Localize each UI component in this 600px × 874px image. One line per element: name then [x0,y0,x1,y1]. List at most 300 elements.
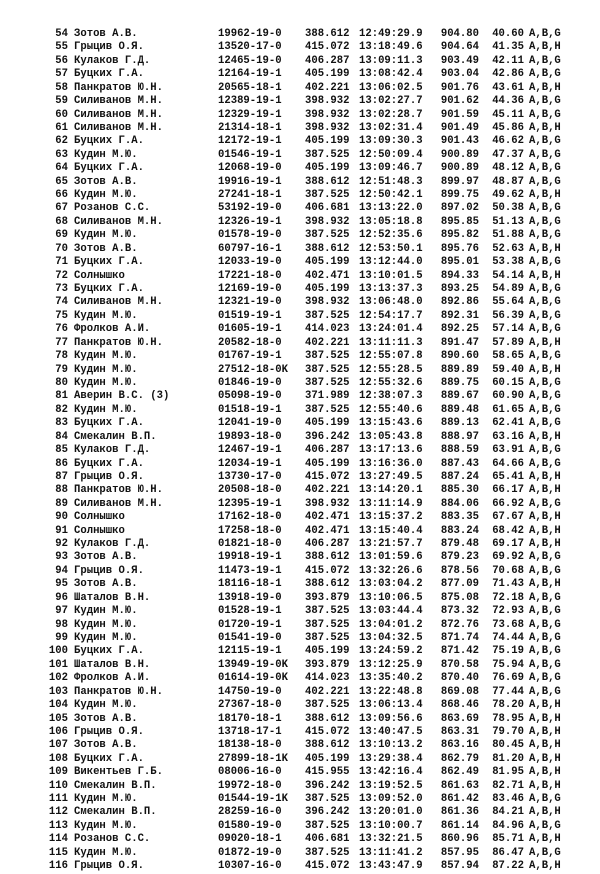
distance-km: 387.525 [305,793,350,806]
distance-km: 405.199 [305,417,350,430]
speed-value: 904.64 [440,41,479,54]
arrival-time: 13:16:36.0 [359,457,423,470]
rank-number: 91 [55,524,68,537]
table-row [0,739,600,752]
percent-value: 72.93 [492,605,524,618]
group-codes: A,B,G [529,846,561,859]
group-codes: A,B,H [529,484,561,497]
ring-code: 12041-19-0 [218,417,282,430]
table-row [0,229,600,242]
rank-number: 114 [48,833,68,846]
fancier-name: Кулаков Г.Д. [74,538,151,551]
rank-number: 109 [48,766,68,779]
arrival-time: 13:10:06.5 [359,591,423,604]
fancier-name: Зотов А.В. [74,551,138,564]
group-codes: A,B,H [529,524,561,537]
percent-value: 64.66 [492,457,524,470]
distance-km: 387.525 [305,229,350,242]
table-row [0,525,600,538]
rank-number: 76 [55,323,68,336]
group-codes: A,B,G [529,497,561,510]
rank-number: 103 [48,685,68,698]
speed-value: 871.74 [440,631,479,644]
group-codes: A,B,G [529,793,561,806]
ring-code: 13918-19-0 [218,591,282,604]
ring-code: 11473-19-1 [218,564,282,577]
speed-value: 888.59 [440,444,479,457]
distance-km: 405.199 [305,256,350,269]
group-codes: A,B,G [529,309,561,322]
rank-number: 56 [55,54,68,67]
ring-code: 01767-19-1 [218,350,282,363]
speed-value: 879.23 [440,551,479,564]
table-row [0,793,600,806]
rank-number: 97 [55,605,68,618]
table-row [0,820,600,833]
arrival-time: 13:17:13.6 [359,444,423,457]
ring-code: 27241-18-1 [218,189,282,202]
ring-code: 19972-18-0 [218,779,282,792]
fancier-name: Кулаков Г.Д. [74,54,151,67]
group-codes: A,B,H [529,363,561,376]
arrival-time: 13:06:02.5 [359,81,423,94]
distance-km: 388.612 [305,242,350,255]
fancier-name: Буцких Г.А. [74,162,144,175]
rank-number: 55 [55,41,68,54]
group-codes: A,B,G [529,672,561,685]
percent-value: 46.62 [492,135,524,148]
fancier-name: Буцких Г.А. [74,135,144,148]
ring-code: 12169-19-0 [218,283,282,296]
fancier-name: Зотов А.В. [74,28,138,40]
rank-number: 80 [55,376,68,389]
ring-code: 12389-19-1 [218,95,282,108]
percent-value: 43.61 [492,81,524,94]
ring-code: 12326-19-1 [218,215,282,228]
rank-number: 63 [55,148,68,161]
ring-code: 12467-19-1 [218,444,282,457]
speed-value: 862.49 [440,766,479,779]
fancier-name: Смекалин В.П. [74,430,157,443]
ring-code: 13520-17-0 [218,41,282,54]
ring-code: 19916-19-1 [218,175,282,188]
ring-code: 14750-19-0 [218,685,282,698]
rank-number: 74 [55,296,68,309]
group-codes: A,B,G [529,283,561,296]
rank-number: 111 [48,793,68,806]
percent-value: 83.46 [492,793,524,806]
fancier-name: Кудин М.Ю. [74,363,138,376]
group-codes: A,B,G [529,229,561,242]
speed-value: 899.97 [440,175,479,188]
speed-value: 895.76 [440,242,479,255]
rank-number: 65 [55,175,68,188]
arrival-time: 13:10:00.7 [359,819,423,832]
distance-km: 387.525 [305,403,350,416]
rank-number: 87 [55,470,68,483]
table-row [0,404,600,417]
fancier-name: Фролков А.И. [74,672,151,685]
fancier-name: Панкратов Ю.Н. [74,336,164,349]
fancier-name: Розанов С.С. [74,833,151,846]
percent-value: 44.36 [492,95,524,108]
arrival-time: 12:55:40.6 [359,403,423,416]
distance-km: 396.242 [305,779,350,792]
fancier-name: Кудин М.Ю. [74,819,138,832]
table-row [0,713,600,726]
ring-code: 20582-18-0 [218,336,282,349]
group-codes: A,B,G [529,28,561,40]
group-codes: A,B,G [529,457,561,470]
distance-km: 405.199 [305,283,350,296]
speed-value: 901.62 [440,95,479,108]
fancier-name: Кудин М.Ю. [74,148,138,161]
speed-value: 861.36 [440,806,479,819]
speed-value: 889.48 [440,403,479,416]
rank-number: 113 [48,819,68,832]
table-row [0,270,600,283]
group-codes: A,B,G [529,376,561,389]
arrival-time: 13:13:37.3 [359,283,423,296]
group-codes: A,B,H [529,269,561,282]
rank-number: 78 [55,350,68,363]
fancier-name: Кудин М.Ю. [74,229,138,242]
speed-value: 883.24 [440,524,479,537]
ring-code: 12164-19-1 [218,68,282,81]
table-row [0,296,600,309]
percent-value: 54.14 [492,269,524,282]
ring-code: 60797-16-1 [218,242,282,255]
table-row [0,243,600,256]
group-codes: A,B,G [529,444,561,457]
arrival-time: 13:12:25.9 [359,658,423,671]
fancier-name: Буцких Г.А. [74,417,144,430]
percent-value: 78.95 [492,712,524,725]
rank-number: 68 [55,215,68,228]
speed-value: 891.47 [440,336,479,349]
speed-value: 889.75 [440,376,479,389]
distance-km: 405.199 [305,68,350,81]
rank-number: 106 [48,725,68,738]
speed-value: 871.42 [440,645,479,658]
group-codes: A,B,G [529,551,561,564]
percent-value: 81.20 [492,752,524,765]
arrival-time: 13:24:01.4 [359,323,423,336]
ring-code: 18116-18-1 [218,578,282,591]
percent-value: 55.64 [492,296,524,309]
fancier-name: Кудин М.Ю. [74,793,138,806]
arrival-time: 13:04:32.5 [359,631,423,644]
ring-code: 01580-19-0 [218,819,282,832]
ring-code: 12033-19-0 [218,256,282,269]
fancier-name: Кудин М.Ю. [74,846,138,859]
table-row [0,122,600,135]
rank-number: 71 [55,256,68,269]
arrival-time: 13:03:04.2 [359,578,423,591]
percent-value: 84.21 [492,806,524,819]
distance-km: 402.471 [305,524,350,537]
arrival-time: 13:27:49.5 [359,470,423,483]
distance-km: 415.955 [305,766,350,779]
group-codes: A,B,H [529,81,561,94]
table-row [0,511,600,524]
percent-value: 63.16 [492,430,524,443]
arrival-time: 12:49:29.9 [359,28,423,40]
arrival-time: 13:20:01.0 [359,806,423,819]
percent-value: 74.44 [492,631,524,644]
table-row [0,484,600,497]
speed-value: 901.59 [440,108,479,121]
arrival-time: 13:05:18.8 [359,215,423,228]
percent-value: 69.92 [492,551,524,564]
speed-value: 879.48 [440,538,479,551]
distance-km: 406.287 [305,538,350,551]
group-codes: A,B,H [529,806,561,819]
rank-number: 108 [48,752,68,765]
group-codes: A,B,H [529,242,561,255]
group-codes: A,B,H [529,766,561,779]
arrival-time: 12:55:07.8 [359,350,423,363]
distance-km: 405.199 [305,135,350,148]
table-row [0,431,600,444]
speed-value: 893.25 [440,283,479,296]
table-row [0,95,600,108]
arrival-time: 13:29:38.4 [359,752,423,765]
ring-code: 13949-19-0K [218,658,288,671]
rank-number: 107 [48,739,68,752]
group-codes: A,B,G [529,605,561,618]
fancier-name: Силиванов М.Н. [74,108,164,121]
rank-number: 54 [55,28,68,40]
fancier-name: Кудин М.Ю. [74,350,138,363]
fancier-name: Аверин В.С. (3) [74,390,170,403]
fancier-name: Буцких Г.А. [74,283,144,296]
distance-km: 387.525 [305,819,350,832]
percent-value: 41.35 [492,41,524,54]
arrival-time: 13:13:22.0 [359,202,423,215]
arrival-time: 12:52:35.6 [359,229,423,242]
fancier-name: Панкратов Ю.Н. [74,685,164,698]
arrival-time: 13:09:46.7 [359,162,423,175]
speed-value: 862.79 [440,752,479,765]
percent-value: 68.42 [492,524,524,537]
arrival-time: 13:04:01.2 [359,618,423,631]
group-codes: A,B,H [529,860,561,873]
arrival-time: 13:32:21.5 [359,833,423,846]
rank-number: 61 [55,121,68,134]
arrival-time: 13:09:11.3 [359,54,423,67]
group-codes: A,B,G [529,564,561,577]
group-codes: A,B,G [529,175,561,188]
fancier-name: Зотов А.В. [74,712,138,725]
distance-km: 388.612 [305,551,350,564]
arrival-time: 12:53:50.1 [359,242,423,255]
rank-number: 102 [48,672,68,685]
percent-value: 73.68 [492,618,524,631]
arrival-time: 13:08:42.4 [359,68,423,81]
group-codes: A,B,H [529,699,561,712]
table-row [0,780,600,793]
table-row [0,390,600,403]
speed-value: 897.02 [440,202,479,215]
speed-value: 889.89 [440,363,479,376]
distance-km: 388.612 [305,578,350,591]
rank-number: 112 [48,806,68,819]
fancier-name: Кудин М.Ю. [74,403,138,416]
percent-value: 86.47 [492,846,524,859]
ring-code: 13718-17-1 [218,725,282,738]
fancier-name: Силиванов М.Н. [74,95,164,108]
rank-number: 75 [55,309,68,322]
ring-code: 21314-18-1 [218,121,282,134]
rank-number: 94 [55,564,68,577]
distance-km: 398.932 [305,296,350,309]
distance-km: 402.221 [305,81,350,94]
ring-code: 28259-16-0 [218,806,282,819]
distance-km: 398.932 [305,108,350,121]
speed-value: 887.43 [440,457,479,470]
fancier-name: Зотов А.В. [74,242,138,255]
rank-number: 64 [55,162,68,175]
group-codes: A,B,H [529,779,561,792]
percent-value: 42.11 [492,54,524,67]
speed-value: 868.46 [440,699,479,712]
speed-value: 883.35 [440,511,479,524]
arrival-time: 13:43:47.9 [359,860,423,873]
percent-value: 49.62 [492,189,524,202]
group-codes: A,B,H [529,538,561,551]
fancier-name: Грыцив О.Я. [74,564,144,577]
table-row [0,216,600,229]
group-codes: A,B,G [529,645,561,658]
table-row [0,471,600,484]
table-row [0,806,600,819]
arrival-time: 13:19:52.5 [359,779,423,792]
table-row [0,659,600,672]
fancier-name: Зотов А.В. [74,578,138,591]
rank-number: 84 [55,430,68,443]
fancier-name: Грыцив О.Я. [74,860,144,873]
percent-value: 57.14 [492,323,524,336]
speed-value: 887.24 [440,470,479,483]
table-row [0,458,600,471]
percent-value: 63.91 [492,444,524,457]
speed-value: 885.30 [440,484,479,497]
speed-value: 903.04 [440,68,479,81]
table-row [0,847,600,860]
arrival-time: 13:09:30.3 [359,135,423,148]
fancier-name: Силиванов М.Н. [74,121,164,134]
percent-value: 84.96 [492,819,524,832]
ring-code: 18170-18-1 [218,712,282,725]
speed-value: 884.06 [440,497,479,510]
fancier-name: Буцких Г.А. [74,457,144,470]
table-row [0,860,600,873]
group-codes: A,B,G [529,202,561,215]
percent-value: 85.71 [492,833,524,846]
arrival-time: 13:10:13.2 [359,739,423,752]
speed-value: 861.42 [440,793,479,806]
arrival-time: 13:06:48.0 [359,296,423,309]
group-codes: A,B,G [529,256,561,269]
percent-value: 51.88 [492,229,524,242]
speed-value: 870.40 [440,672,479,685]
arrival-time: 13:11:11.3 [359,336,423,349]
percent-value: 48.12 [492,162,524,175]
percent-value: 79.70 [492,725,524,738]
arrival-time: 12:50:42.1 [359,189,423,202]
ring-code: 12034-19-1 [218,457,282,470]
table-row [0,68,600,81]
distance-km: 398.932 [305,121,350,134]
fancier-name: Кудин М.Ю. [74,189,138,202]
percent-value: 53.38 [492,256,524,269]
distance-km: 387.525 [305,309,350,322]
rank-number: 86 [55,457,68,470]
distance-km: 387.525 [305,189,350,202]
rank-number: 88 [55,484,68,497]
percent-value: 72.18 [492,591,524,604]
speed-value: 895.85 [440,215,479,228]
table-row [0,699,600,712]
table-row [0,833,600,846]
ring-code: 19918-19-1 [218,551,282,564]
fancier-name: Шаталов В.Н. [74,658,151,671]
rank-number: 69 [55,229,68,242]
speed-value: 894.33 [440,269,479,282]
table-row [0,417,600,430]
group-codes: A,B,G [529,350,561,363]
table-row [0,28,600,41]
table-row [0,82,600,95]
arrival-time: 13:42:16.4 [359,766,423,779]
rank-number: 100 [48,645,68,658]
distance-km: 402.221 [305,336,350,349]
speed-value: 873.32 [440,605,479,618]
table-row [0,726,600,739]
rank-number: 72 [55,269,68,282]
ring-code: 01846-19-0 [218,376,282,389]
group-codes: A,B,G [529,417,561,430]
rank-number: 57 [55,68,68,81]
speed-value: 869.08 [440,685,479,698]
arrival-time: 13:15:37.2 [359,511,423,524]
rank-number: 101 [48,658,68,671]
table-row [0,538,600,551]
speed-value: 900.89 [440,148,479,161]
group-codes: A,B,G [529,323,561,336]
distance-km: 415.072 [305,725,350,738]
speed-value: 901.76 [440,81,479,94]
fancier-name: Силиванов М.Н. [74,215,164,228]
speed-value: 901.43 [440,135,479,148]
ring-code: 08006-16-0 [218,766,282,779]
rank-number: 82 [55,403,68,416]
table-row [0,55,600,68]
arrival-time: 13:09:56.6 [359,712,423,725]
ring-code: 01821-18-0 [218,538,282,551]
ring-code: 01605-19-1 [218,323,282,336]
ring-code: 27512-18-0K [218,363,288,376]
speed-value: 877.09 [440,578,479,591]
arrival-time: 13:01:59.6 [359,551,423,564]
group-codes: A,B,H [529,725,561,738]
distance-km: 393.879 [305,658,350,671]
group-codes: A,B,G [529,819,561,832]
percent-value: 71.43 [492,578,524,591]
percent-value: 67.67 [492,511,524,524]
table-row [0,592,600,605]
